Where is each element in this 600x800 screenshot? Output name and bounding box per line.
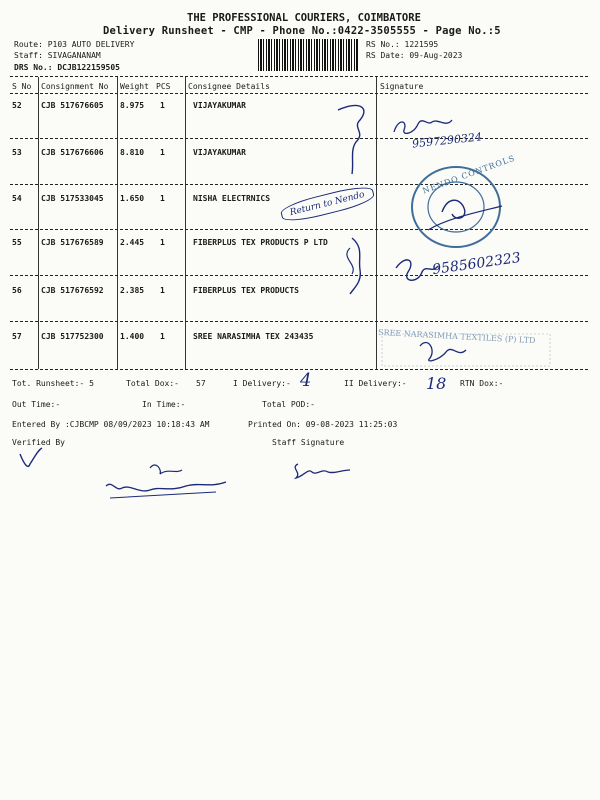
total-pod-label: Total POD:- <box>262 400 315 409</box>
in-time-label: In Time:- <box>142 400 186 409</box>
col-weight: Weight <box>120 82 149 91</box>
handwritten-phone-1: 9597290324 <box>411 130 483 151</box>
row-consignee: NISHA ELECTRNICS <box>193 194 271 203</box>
col-sep <box>38 77 39 369</box>
row-consignee: FIBERPLUS TEX PRODUCTS <box>193 286 299 295</box>
col-sep <box>117 77 118 369</box>
runsheet-subtitle: Delivery Runsheet - CMP - Phone No.:0422-3505555 - Page No.:5 <box>103 25 501 37</box>
barcode <box>258 39 358 71</box>
total-dox-label: Total Dox:- <box>126 379 179 388</box>
row-consignee: SREE NARASIMHA TEX 243435 <box>193 332 314 341</box>
col-consignment: Consignment No <box>41 82 109 91</box>
row-consignee: VIJAYAKUMAR <box>193 101 246 110</box>
ii-delivery-label: II Delivery:- <box>344 379 407 388</box>
rs-date: RS Date: 09-Aug-2023 <box>366 51 463 60</box>
printed-on: Printed On: 09-08-2023 11:25:03 <box>248 420 398 429</box>
entered-by: Entered By :CJBCMP 08/09/2023 10:18:43 AM <box>12 420 210 429</box>
row-pcs: 1 <box>160 194 165 203</box>
row-weight: 8.975 <box>120 101 145 110</box>
route-label: Route: P103 AUTO DELIVERY <box>14 40 135 49</box>
row-weight: 8.810 <box>120 148 145 157</box>
row-consignment: CJB 517676592 <box>41 286 104 295</box>
row-consignee: FIBERPLUS TEX PRODUCTS P LTD <box>193 238 328 247</box>
verified-by-label: Verified By <box>12 438 65 447</box>
col-sno: S No <box>12 82 32 91</box>
col-sep <box>185 77 186 369</box>
ii-delivery-value: 18 <box>426 374 447 393</box>
row-sno: 55 <box>12 238 22 247</box>
row-consignment: CJB 517752300 <box>41 332 104 341</box>
row-weight: 1.400 <box>120 332 145 341</box>
rtn-dox-label: RTN Dox:- <box>460 379 504 388</box>
sree-stamp: SREE NARASIMHA TEXTILES (P) LTD <box>377 327 536 346</box>
drs-label: DRS No.: DCJB122159505 <box>14 63 120 72</box>
i-delivery-value: 4 <box>300 370 312 391</box>
row-weight: 1.650 <box>120 194 145 203</box>
row-pcs: 1 <box>160 332 165 341</box>
total-dox-value: 57 <box>196 379 206 388</box>
row-sno: 53 <box>12 148 22 157</box>
row-sno: 52 <box>12 101 22 110</box>
table-top-rule <box>10 76 588 77</box>
row-pcs: 1 <box>160 148 165 157</box>
signature-row57 <box>377 327 560 370</box>
staff-signature <box>288 454 358 484</box>
table-header-rule <box>10 93 588 94</box>
staff-label: Staff: SIVAGANANAM <box>14 51 101 60</box>
col-pcs: PCS <box>156 82 171 91</box>
row-consignee: VIJAYAKUMAR <box>193 148 246 157</box>
col-signature: Signature <box>380 82 424 91</box>
tot-runsheet: Tot. Runsheet:- 5 <box>12 379 94 388</box>
nendo-stamp-text: NENDO CONTROLS <box>421 153 517 196</box>
staff-signature-label: Staff Signature <box>272 438 345 447</box>
row-pcs: 1 <box>160 238 165 247</box>
row-weight: 2.385 <box>120 286 145 295</box>
row-consignment: CJB 517676589 <box>41 238 104 247</box>
verified-signatures <box>10 440 260 520</box>
col-consignee: Consignee Details <box>188 82 270 91</box>
row-weight: 2.445 <box>120 238 145 247</box>
company-title: THE PROFESSIONAL COURIERS, COIMBATORE <box>187 12 421 24</box>
row-pcs: 1 <box>160 101 165 110</box>
row-pcs: 1 <box>160 286 165 295</box>
row-sno: 57 <box>12 332 22 341</box>
row-rule <box>10 321 588 322</box>
row-consignment: CJB 517676605 <box>41 101 104 110</box>
row-consignment: CJB 517533045 <box>41 194 104 203</box>
out-time-label: Out Time:- <box>12 400 61 409</box>
row-consignment: CJB 517676606 <box>41 148 104 157</box>
row-rule <box>10 138 588 139</box>
rs-number: RS No.: 1221595 <box>366 40 439 49</box>
row-sno: 54 <box>12 194 22 203</box>
handwritten-phone-2: 9585602323 <box>431 249 522 279</box>
i-delivery-label: I Delivery:- <box>233 379 291 388</box>
row-sno: 56 <box>12 286 22 295</box>
handwritten-return-note: Return to Nendo <box>279 183 376 225</box>
